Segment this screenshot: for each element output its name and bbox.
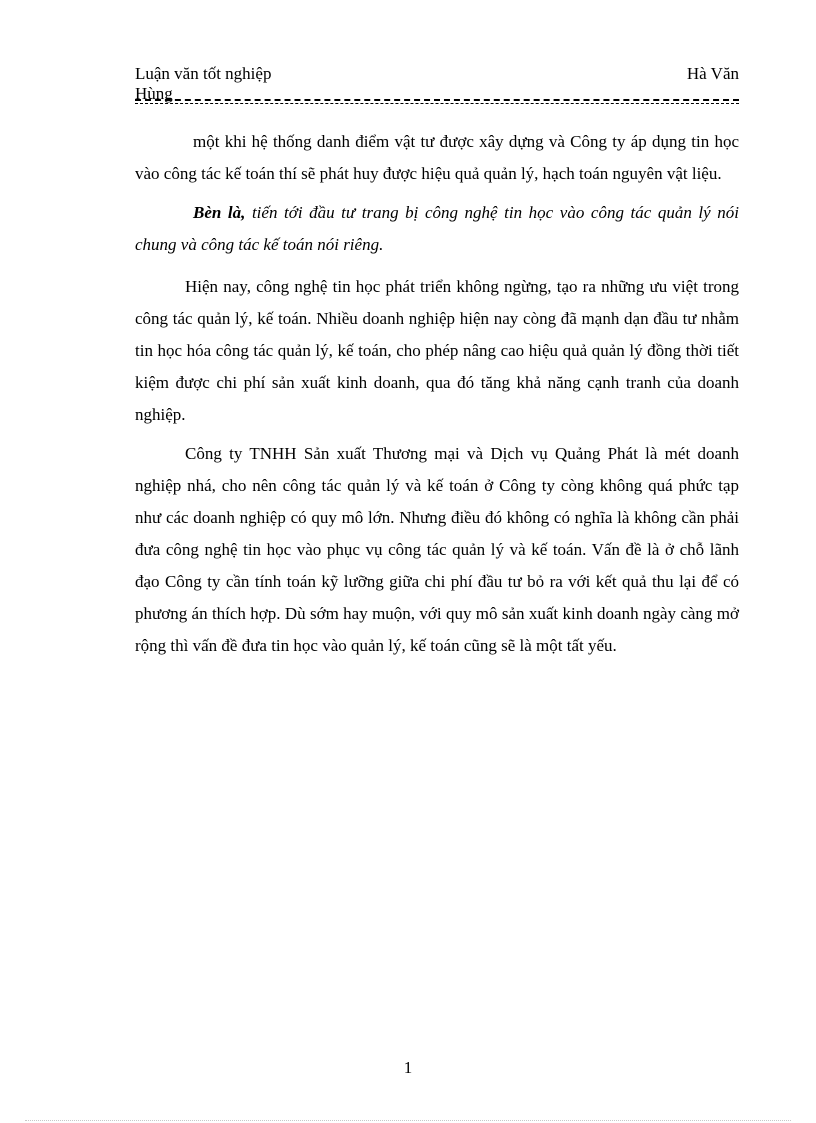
paragraph-2-rest: tiến tới đầu tư trang bị công nghệ tin học vào công tác quản lý nói chung và công tác kế toán nói riêng.	[135, 203, 739, 254]
paragraph-3: Hiện nay, công nghệ tin học phát triển không ngừng, tạo ra những ưu việt trong công tác quản lý, kế toán. Nhiều doanh nghiệp hiện nay còng đã mạnh dạn đầu tư nhằm tin học hóa công tác quản lý, kế toán, cho phép nâng cao hiệu quả quản lý đồng thời tiết kiệm được chi phí sản xuất kinh doanh, qua đó tăng khả năng cạnh tranh của doanh nghiệp.	[135, 277, 739, 424]
body-text	[135, 126, 739, 669]
header-thesis-title: Luận văn tốt nghiệp	[135, 64, 272, 83]
header-author-name: Hà Văn	[686, 64, 739, 83]
page-bottom-border	[25, 1120, 791, 1121]
header-divider-secondary	[135, 103, 739, 104]
header-divider	[135, 99, 739, 101]
header-left	[135, 64, 335, 104]
paragraph-2-lead: Bèn là,	[193, 203, 246, 222]
paragraph-4: Công ty TNHH Sản xuất Thương mại và Dịch vụ Quảng Phát là mét doanh nghiệp nhá, cho nên công tác quản lý và kế toán ở Công ty còng không quá phức tạp như các doanh nghiệp có quy mô lớn. Nhưng điều đó không có nghĩa là không cần phải đưa công nghệ tin học vào phục vụ công tác quản lý và kế toán. Vấn đề là ở chỗ lãnh đạo Công ty cần tính toán kỹ lưỡng giữa chi phí đầu tư bỏ ra với kết quả thu lại để có phương án thích hợp. Dù sớm hay muộn, với quy mô sản xuất kinh doanh ngày càng mở rộng thì vấn đề đưa tin học vào quản lý, kế toán cũng sẽ là một tất yếu.	[135, 444, 739, 655]
header-author-surname: Hùng	[135, 84, 173, 103]
page-number: 1	[403, 1058, 413, 1077]
paragraph-2	[135, 197, 739, 261]
page-header	[135, 64, 739, 104]
paragraph-1: một khi hệ thống danh điểm vật tư được xây dựng và Công ty áp dụng tin học vào công tác kế toán thí sẽ phát huy được hiệu quả quản lý, hạch toán nguyên vật liệu.	[135, 132, 739, 183]
